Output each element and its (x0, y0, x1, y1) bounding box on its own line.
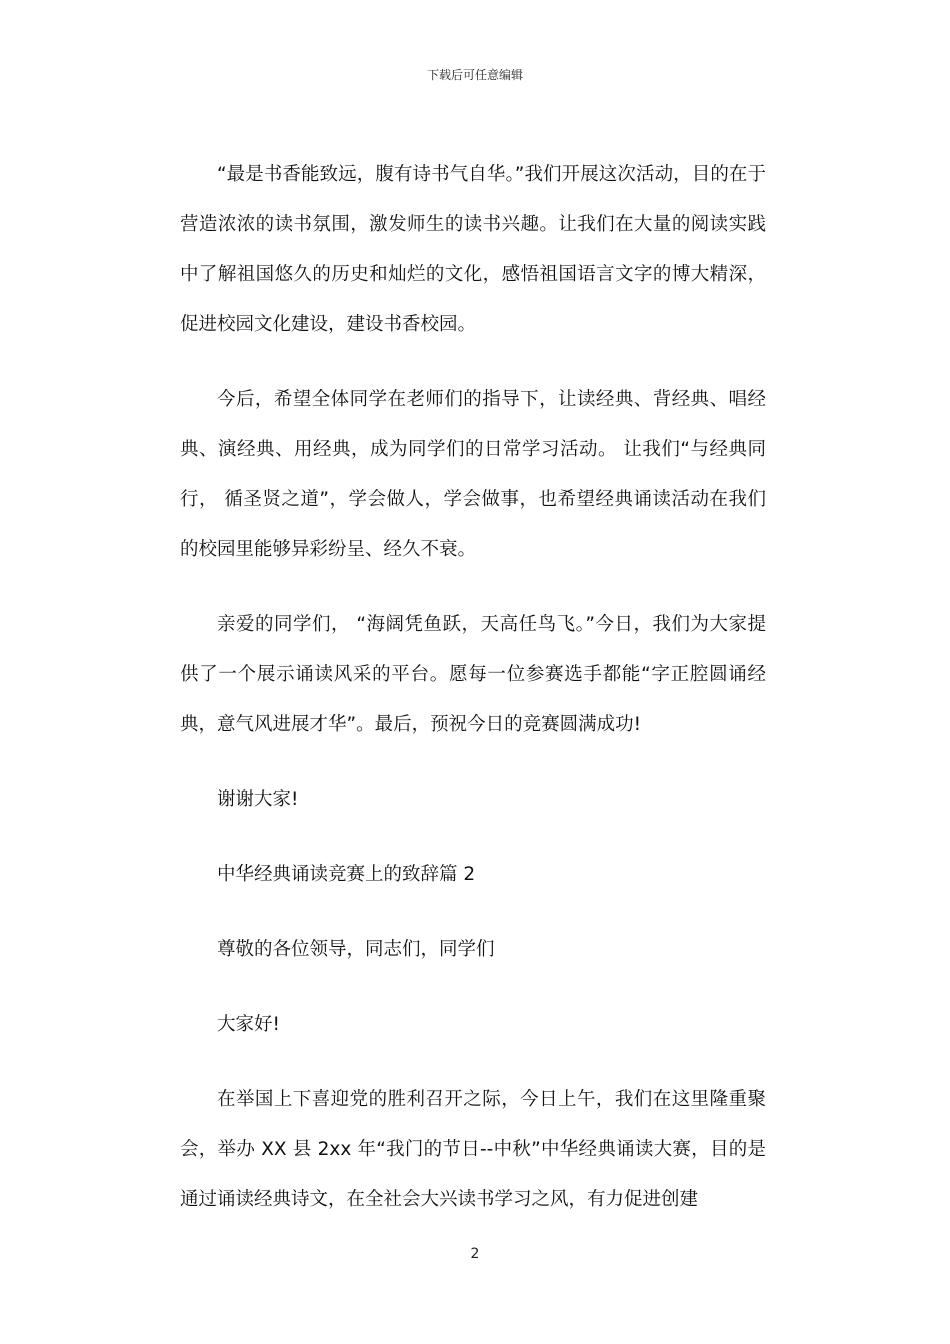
paragraph: “最是书香能致远，腹有诗书气自华。”我们开展这次活动，目的在于营造浓浓的读书氛围，激发师生的读书兴趣。让我们在大量的阅读实践中了解祖国悠久的历史和灿烂的文化，感悟祖国语言文字的博大精深，促进校园文化建设，建设书香校园。 (180, 164, 766, 335)
paragraph: 亲爱的同学们， “海阔凭鱼跃，天高任鸟飞。”今日，我们为大家提供了一个展示诵读风采的平台。愿每一位参赛选手都能“字正腔圆诵经典，意气风进展才华”。最后，预祝今日的竞赛圆满成功! (180, 614, 766, 735)
page-number: 2 (470, 1246, 480, 1262)
salutation: 尊敬的各位领导，同志们，同学们 (217, 939, 495, 960)
section-title: 中华经典诵读竞赛上的致辞篇 2 (217, 864, 476, 885)
greeting: 大家好! (217, 1014, 280, 1035)
paragraph: 谢谢大家! (217, 789, 299, 810)
document-body (180, 150, 766, 1250)
paragraph: 在举国上下喜迎党的胜利召开之际，今日上午，我们在这里隆重聚会，举办 XX 县 2xx 年“我门的节日--中秋”中华经典诵读大赛，目的是通过诵读经典诗文，在全社会大兴读书学习之风，有力促进创建 (180, 1089, 766, 1210)
paragraph: 今后，希望全体同学在老师们的指导下，让读经典、背经典、唱经典、演经典、用经典，成为同学们的日常学习活动。 让我们“与经典同行， 循圣贤之道”，学会做人，学会做事，也希望经典诵读活动在我们的校园里能够异彩纷呈、经久不衰。 (180, 389, 766, 560)
page-header: 下载后可任意编辑 (426, 68, 523, 82)
